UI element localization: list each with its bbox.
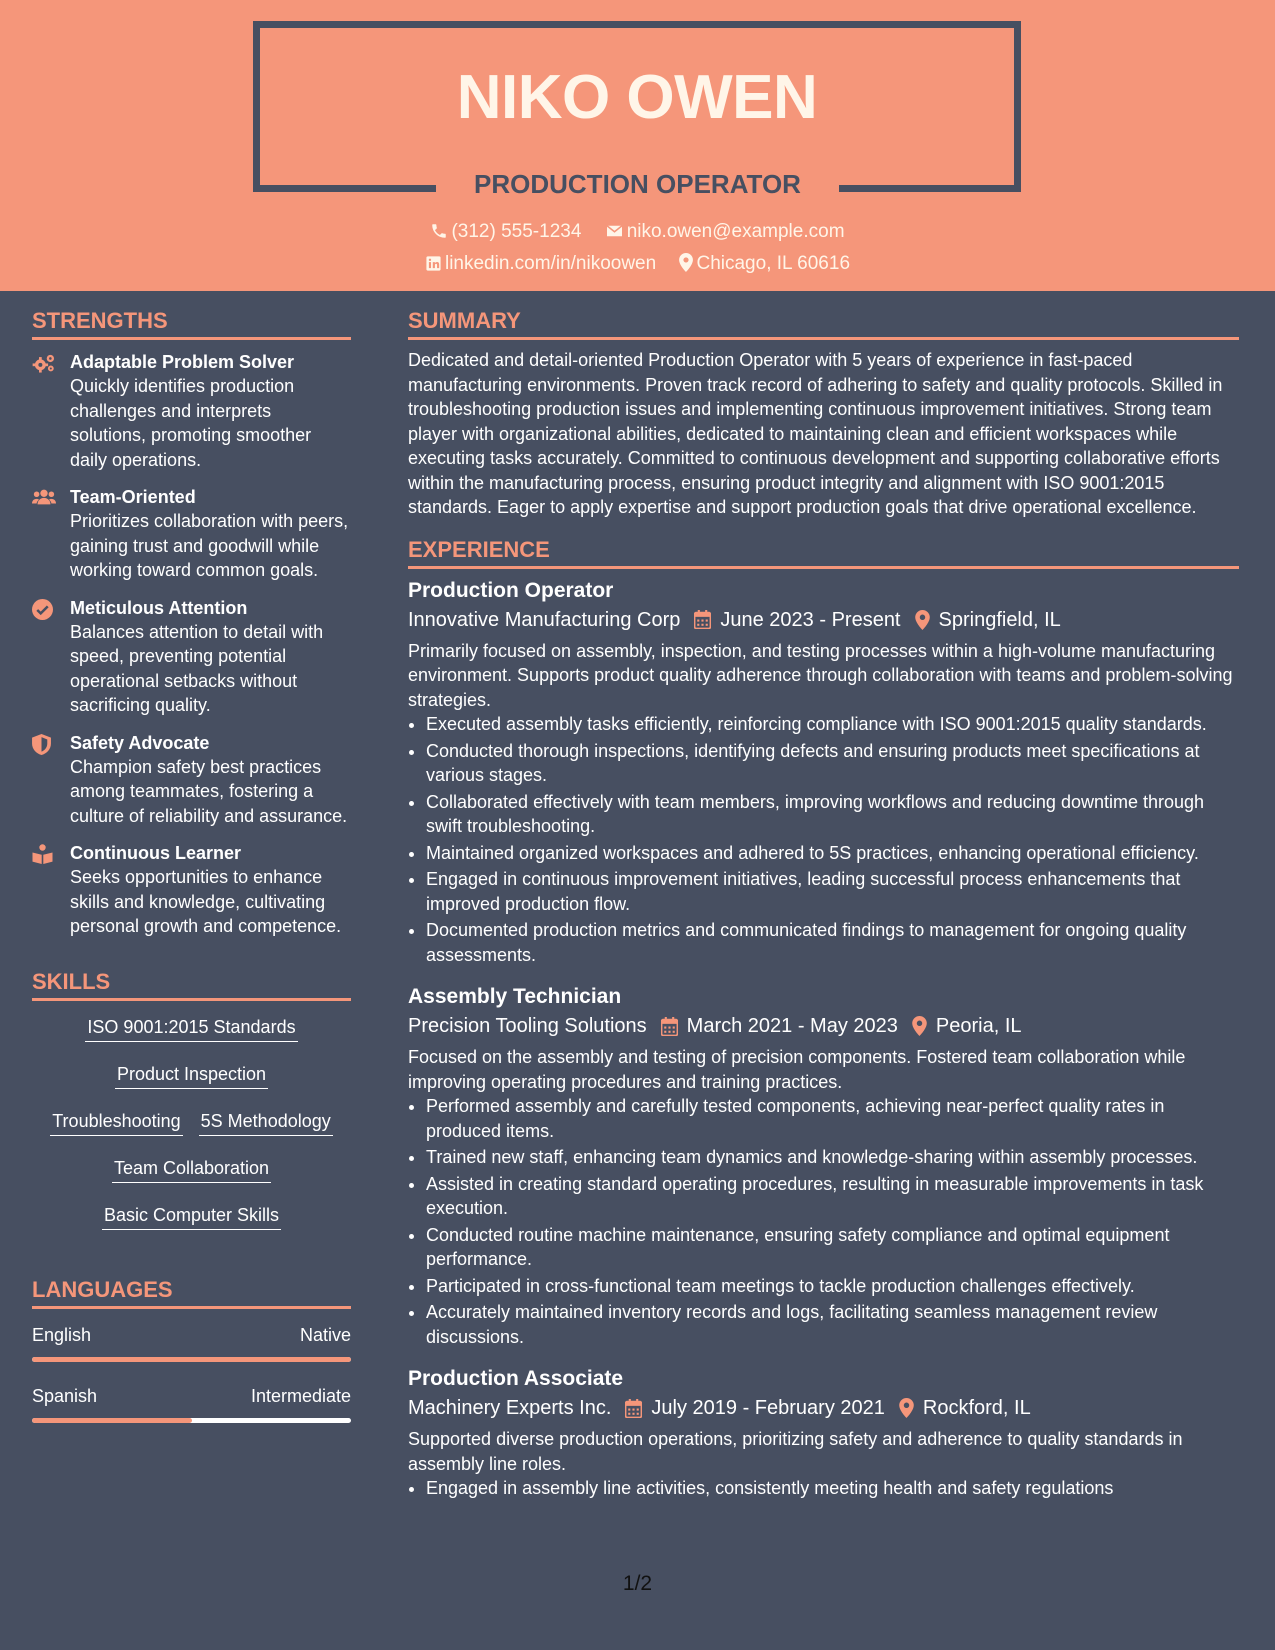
gears-icon	[32, 353, 56, 373]
strength-title: Adaptable Problem Solver	[70, 352, 295, 372]
strength-item	[32, 731, 351, 829]
job-bullets	[408, 1094, 1239, 1349]
phone-contact[interactable]	[430, 220, 581, 244]
book-reader-icon	[32, 844, 53, 864]
language-bar-fill	[32, 1357, 351, 1362]
job-title: Production Associate	[408, 1367, 624, 1390]
skills-list	[32, 1009, 351, 1230]
job-bullet: • Maintained organized workspaces and adhered to 5S practices, enhancing operational efficiency.	[426, 841, 1239, 866]
job-title: Production Operator	[408, 578, 614, 602]
job-bullet: • Engaged in assembly line activities, consistently meeting health and safety regulations	[426, 1476, 1239, 1501]
languages-heading: LANGUAGES	[32, 1260, 351, 1309]
left-column	[32, 291, 351, 1445]
right-column	[408, 291, 1239, 1517]
frame-border-top	[253, 21, 1021, 28]
job-meta	[408, 605, 1239, 635]
job-location: Peoria, IL	[935, 1015, 1022, 1037]
contact-row-2	[0, 252, 1275, 276]
job-entry	[408, 983, 1239, 1349]
job-entry	[408, 1365, 1239, 1501]
language-name: English	[32, 1324, 92, 1345]
map-pin-icon	[915, 610, 930, 630]
frame-border-bottom-right	[839, 185, 1021, 192]
linkedin-text: linkedin.com/in/nikoowen	[444, 253, 657, 274]
job-company: Machinery Experts Inc.	[408, 1397, 612, 1419]
job-dates: March 2021 - May 2023	[686, 1015, 898, 1037]
skill-tag: ISO 9001:2015 Standards	[85, 1015, 297, 1042]
strength-item	[32, 485, 351, 583]
job-bullet: • Executed assembly tasks efficiently, reinforcing compliance with ISO 9001:2015 quality standards.	[426, 712, 1239, 737]
strength-item	[32, 350, 351, 472]
job-company: Precision Tooling Solutions	[408, 1015, 647, 1037]
job-meta	[408, 1393, 1239, 1423]
candidate-name: NIKO OWEN	[456, 63, 818, 132]
job-bullet: • Documented production metrics and communicated findings to management for ongoing quality assessments.	[426, 918, 1239, 967]
job-entry	[408, 577, 1239, 968]
strength-title: Meticulous Attention	[70, 597, 248, 618]
phone-text: (312) 555-1234	[451, 221, 582, 242]
map-pin-icon	[912, 1016, 927, 1036]
skill-tag: Troubleshooting	[50, 1109, 182, 1136]
frame-border-bottom-left	[253, 185, 436, 192]
skill-tag: Product Inspection	[115, 1062, 268, 1089]
contact-row-1	[0, 220, 1275, 244]
job-meta	[408, 1011, 1239, 1041]
summary-heading: SUMMARY	[408, 291, 1239, 340]
strength-title: Continuous Learner	[70, 843, 242, 863]
job-bullet: • Accurately maintained inventory records and logs, facilitating seamless management review discussions.	[426, 1300, 1239, 1349]
experience-list	[408, 577, 1239, 1501]
skill-tag: Team Collaboration	[112, 1156, 271, 1183]
skill-tag: 5S Methodology	[199, 1109, 333, 1136]
skill-tag: Basic Computer Skills	[102, 1203, 281, 1230]
strength-desc: Seeks opportunities to enhance skills and knowledge, cultivating personal growth and competence.	[70, 867, 342, 936]
location-text: Chicago, IL 60616	[696, 253, 851, 274]
job-company: Innovative Manufacturing Corp	[408, 608, 681, 631]
job-location: Springfield, IL	[938, 608, 1061, 631]
strength-item	[32, 596, 351, 718]
strength-title: Team-Oriented	[70, 487, 196, 507]
page-indicator: 1/2	[622, 1572, 653, 1595]
users-icon	[32, 488, 56, 506]
calendar-icon	[625, 1399, 642, 1418]
job-description: Supported diverse production operations, prioritizing safety and adherence to quality standards in assembly line roles.	[408, 1429, 1183, 1474]
languages-list	[32, 1323, 351, 1423]
calendar-icon	[694, 610, 711, 629]
linkedin-icon	[425, 255, 442, 272]
language-level: Native	[299, 1324, 351, 1345]
strength-desc: Prioritizes collaboration with peers, gaining trust and goodwill while working toward common goals.	[70, 511, 349, 580]
job-bullet: • Performed assembly and carefully tested components, achieving near-perfect quality rates in produced items.	[426, 1094, 1239, 1143]
language-bar-fill	[32, 1418, 192, 1423]
email-text: niko.owen@example.com	[626, 221, 845, 242]
map-pin-icon	[679, 253, 693, 272]
strengths-heading: STRENGTHS	[32, 291, 351, 340]
language-bar	[32, 1357, 351, 1362]
job-dates: July 2019 - February 2021	[651, 1397, 885, 1419]
check-circle-icon	[32, 599, 53, 620]
skills-heading: SKILLS	[32, 952, 351, 1001]
job-bullet: • Conducted routine machine maintenance, ensuring safety compliance and optimal equipment performance.	[426, 1223, 1239, 1272]
job-bullet: • Trained new staff, enhancing team dynamics and knowledge-sharing within assembly processes.	[426, 1145, 1239, 1170]
calendar-icon	[661, 1017, 678, 1036]
job-bullets	[408, 1476, 1239, 1501]
candidate-title: PRODUCTION OPERATOR	[474, 169, 801, 199]
location-contact	[679, 252, 850, 276]
strength-title: Safety Advocate	[70, 732, 210, 753]
job-bullet: • Engaged in continuous improvement initiatives, leading successful process enhancements that improved production flow.	[426, 867, 1239, 916]
strength-desc: Balances attention to detail with speed, preventing potential operational setbacks without sacrificing quality.	[70, 621, 324, 715]
language-bar	[32, 1418, 351, 1423]
strength-desc: Champion safety best practices among teammates, fostering a culture of reliability and assurance.	[70, 756, 348, 826]
job-title: Assembly Technician	[408, 985, 622, 1008]
job-description: Focused on the assembly and testing of precision components. Fostered team collaboration while improving operating procedures and training practices.	[408, 1047, 1186, 1092]
shield-icon	[32, 734, 51, 755]
job-bullet: • Collaborated effectively with team members, improving workflows and reducing downtime through swift troubleshooting.	[426, 790, 1239, 839]
language-name: Spanish	[32, 1385, 98, 1406]
language-item	[32, 1323, 351, 1362]
job-dates: June 2023 - Present	[720, 608, 901, 631]
strength-item	[32, 841, 351, 939]
language-level: Intermediate	[250, 1385, 351, 1406]
job-description: Primarily focused on assembly, inspection, and testing processes within a high-volume manufacturing environment. Supports product quality adherence through collaboration with teams and problem-solving strategies.	[408, 640, 1233, 710]
job-location: Rockford, IL	[922, 1397, 1031, 1419]
job-bullet: • Assisted in creating standard operating procedures, resulting in measurable improvements in task execution.	[426, 1172, 1239, 1221]
strengths-list	[32, 348, 351, 939]
map-pin-icon	[899, 1398, 914, 1418]
resume-header	[0, 0, 1275, 291]
experience-heading: EXPERIENCE	[408, 520, 1239, 569]
envelope-icon	[605, 222, 624, 240]
job-bullets	[408, 712, 1239, 967]
summary-text: Dedicated and detail-oriented Production Operator with 5 years of experience in fast-paced manufacturing environments. Proven track record of adhering to safety and quality protocols. Skilled in troubleshooting production issues and implementing continuous improvement initiatives. Strong team player with organizational abilities, dedicated to maintaining clean and efficient workspaces while executing tasks accurately. Committed to continuous development and supporting collaborative efforts within the manufacturing process, ensuring product integrity and alignment with ISO 9001:2015 standards. Eager to apply expertise and support production goals that drive operational excellence.	[408, 350, 1223, 517]
strength-desc: Quickly identifies production challenges and interprets solutions, promoting smoother daily operations.	[70, 376, 312, 470]
job-bullet: • Conducted thorough inspections, identifying defects and ensuring products meet specifications at various stages.	[426, 739, 1239, 788]
email-contact[interactable]	[605, 220, 845, 244]
linkedin-contact[interactable]	[425, 252, 656, 276]
language-item	[32, 1384, 351, 1423]
phone-icon	[430, 222, 448, 240]
job-bullet: • Participated in cross-functional team meetings to tackle production challenges effectively.	[426, 1274, 1239, 1299]
